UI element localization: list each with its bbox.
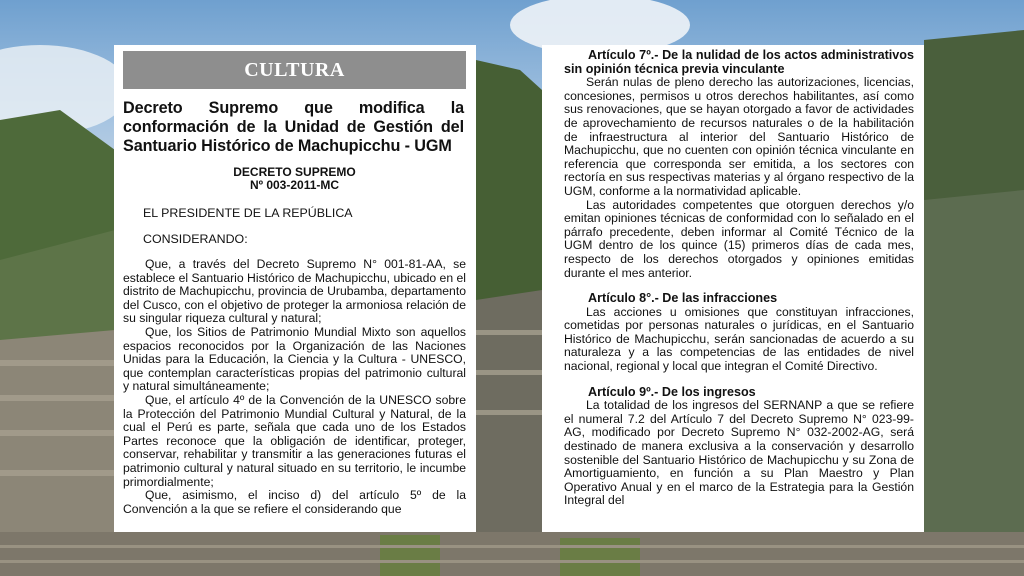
article-9-paragraph: La totalidad de los ingresos del SERNANP a que se refiere el numeral 7.2 del Artículo 7 del Decreto Supremo N° 023-99-AG, modificado por Decreto Supremo N° 032-2002-AG, será destinado de manera exclusiva a la conservación y desarrollo sostenible del Santuario Histórico de Machupicchu y su Zona de Amortiguamiento, en función a su Plan Maestro y Plan Operativo Anual y en el marco de la Estrategia para la Gestión Integral del (564, 398, 914, 508)
decree-label: DECRETO SUPREMO (233, 165, 356, 179)
considering-paragraph-2: Que, los Sitios de Patrimonio Mundial Mixto son aquellos espacios reconocidos por la Organización de las Naciones Unidas para la Educación, la Ciencia y la Cultura - UNESCO, que contemplan características propias del patrimonio cultural y natural simultáneamente; (123, 324, 466, 394)
article-7-paragraph-1: Serán nulas de pleno derecho las autorizaciones, licencias, concesiones, permisos u otros derechos habilitantes, así como sus renovaciones, que se hayan otorgado a favor de actividades de aprovechamiento de recursos naturales o de la habilitación de infraestructura al interior del Santuario Histórico de Machupicchu, que no cuenten con opinión técnica vinculante en referencia que corresponda ser emitida, a los sectores con rectoría en sus respectivas materias y al órgano respectivo de la UGM, conforme a la normatividad aplicable. (564, 75, 914, 198)
decree-headline: Decreto Supremo que modifica la conformación de la Unidad de Gestión del Santuario Histórico de Machupicchu - UGM (123, 99, 464, 155)
president-line: EL PRESIDENTE DE LA REPÚBLICA (143, 206, 353, 220)
article-8-title: Artículo 8°.- De las infracciones (588, 291, 778, 306)
article-7-paragraph-2: Las autoridades competentes que otorguen derechos y/o emitan opiniones técnicas de conformidad con lo señalado en el párrafo precedente, deben informar al Comité Técnico de la UGM dentro de los quince (15) primeros días de cada mes, respecto de los derechos otorgados y opiniones emitidas durante el mes anterior. (564, 197, 914, 280)
newspaper-clipping-left (114, 45, 476, 532)
newspaper-clipping-right (542, 45, 924, 532)
considering-paragraph-4: Que, asimismo, el inciso d) del artículo 5º de la Convención a la que se refiere el considerando que (123, 488, 466, 516)
considering-paragraph-3: Que, el artículo 4º de la Convención de la UNESCO sobre la Protección del Patrimonio Mundial Cultural y Natural, de la cual el Perú es parte, señala que cada uno de los Estados Partes reconoce que la obligación de identificar, proteger, conservar, rehabilitar y transmitir a las generaciones futuras el patrimonio cultural y natural situado en su territorio, le incumbe primordialmente; (123, 392, 466, 489)
article-7-title: Artículo 7º.- De la nulidad de los actos administrativos sin opinión técnica previa vinculante (564, 48, 914, 76)
section-label-cultura: CULTURA (123, 51, 466, 89)
article-9-title: Artículo 9º.- De los ingresos (588, 384, 756, 399)
considering-label: CONSIDERANDO: (143, 232, 248, 246)
considering-paragraph-1: Que, a través del Decreto Supremo N° 001-81-AA, se establece el Santuario Histórico de Machupicchu, ubicado en el distrito de Machupicchu, provincia de Urubamba, departamento del Cusco, con el objetivo de proteger la armoniosa relación de su singular riqueza cultural y natural; (123, 257, 466, 326)
article-8-paragraph: Las acciones u omisiones que constituyan infracciones, cometidas por personas naturales o jurídicas, en el Santuario Histórico de Machupicchu, serán sancionadas de acuerdo a su naturaleza y a las competencias de las entidades de nivel nacional, regional y local que integran el Comité Directivo. (564, 304, 914, 374)
decree-heading (123, 166, 466, 192)
decree-number: Nº 003-2011-MC (249, 178, 340, 192)
